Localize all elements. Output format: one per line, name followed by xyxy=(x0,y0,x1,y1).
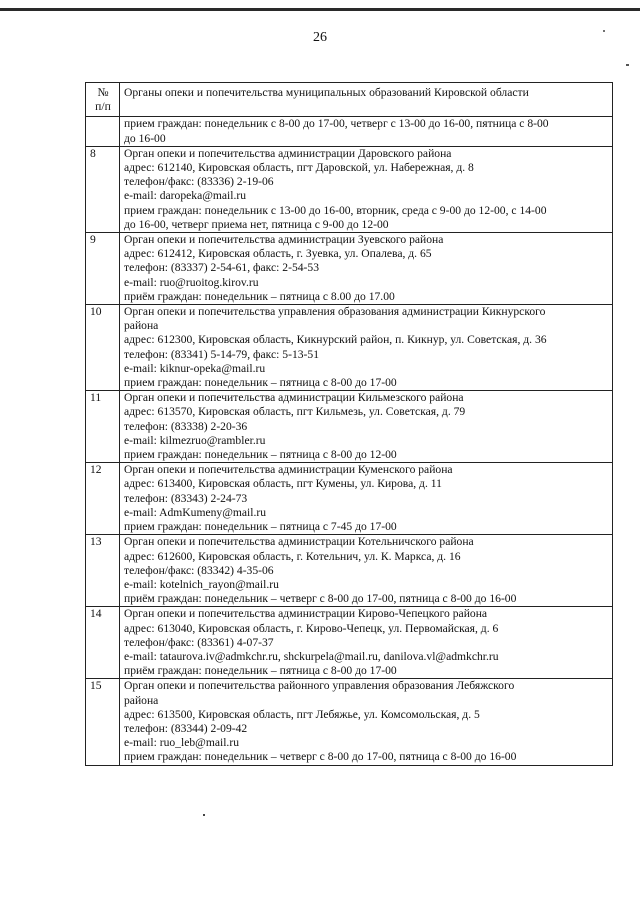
row-content xyxy=(120,305,613,391)
row-content xyxy=(120,679,613,765)
table-row xyxy=(86,463,613,535)
row-line: телефон: (83343) 2-24-73 xyxy=(124,491,248,505)
row-line: адрес: 613400, Кировская область, пгт Кумены, ул. Кирова, д. 11 xyxy=(124,477,442,491)
row-line: прием граждан: понедельник с 8-00 до 17-00, четверг с 13-00 до 16-00, пятница с 8-00 xyxy=(124,117,549,131)
organ-name: Орган опеки и попечительства администрации Кирово-Чепецкого района xyxy=(124,607,488,621)
row-line: телефон: (83338) 2-20-36 xyxy=(124,419,248,433)
row-number: 9 xyxy=(86,233,120,305)
row-line: прием граждан: понедельник с 13-00 до 16-00, вторник, среда с 9-00 до 12-00, с 14-00 xyxy=(124,203,547,217)
row-line: прием граждан: понедельник – пятница с 7-45 до 17-00 xyxy=(124,520,397,534)
scan-speck xyxy=(603,30,605,32)
table-row-continuation xyxy=(86,117,613,146)
row-line: e-mail: kilmezruo@rambler.ru xyxy=(124,433,266,447)
row-number: 11 xyxy=(86,391,120,463)
row-content xyxy=(120,535,613,607)
row-line: e-mail: daropeka@mail.ru xyxy=(124,189,247,203)
row-content xyxy=(120,463,613,535)
row-line: e-mail: ruo@ruoitog.kirov.ru xyxy=(124,275,259,289)
row-number: 13 xyxy=(86,535,120,607)
row-line: телефон/факс: (83342) 4-35-06 xyxy=(124,563,274,577)
row-line: приём граждан: понедельник – пятница с 8-00 до 17-00 xyxy=(124,664,397,678)
table-row xyxy=(86,146,613,232)
row-number xyxy=(86,117,120,146)
row-line: до 16-00 xyxy=(124,131,166,145)
row-line: телефон/факс: (83361) 4-07-37 xyxy=(124,635,274,649)
row-line: адрес: 612600, Кировская область, г. Котельнич, ул. К. Маркса, д. 16 xyxy=(124,549,461,563)
row-line: адрес: 612412, Кировская область, г. Зуевка, ул. Опалева, д. 65 xyxy=(124,247,432,261)
table-header-row xyxy=(86,83,613,117)
row-line: e-mail: kotelnich_rayon@mail.ru xyxy=(124,577,279,591)
row-content xyxy=(120,146,613,232)
row-number: 14 xyxy=(86,607,120,679)
organ-name: Орган опеки и попечительства администрации Зуевского района xyxy=(124,233,444,247)
row-line: телефон/факс: (83336) 2-19-06 xyxy=(124,175,274,189)
organ-name: Орган опеки и попечительства администрации Даровского района xyxy=(124,146,452,160)
organ-name: Орган опеки и попечительства администрации Котельничского района xyxy=(124,535,474,549)
row-content xyxy=(120,607,613,679)
row-line: адрес: 613500, Кировская область, пгт Лебяжье, ул. Комсомольская, д. 5 xyxy=(124,707,480,721)
row-line: e-mail: tataurova.iv@admkchr.ru, shckurpela@mail.ru, danilova.vl@admkchr.ru xyxy=(124,649,499,663)
scan-speck xyxy=(203,814,205,816)
row-line: адрес: 612300, Кировская область, Кикнурский район, п. Кикнур, ул. Советская, д. 36 xyxy=(124,333,547,347)
row-line: телефон: (83344) 2-09-42 xyxy=(124,721,248,735)
column-header-number: № п/п xyxy=(86,83,120,117)
table-row xyxy=(86,535,613,607)
table-row xyxy=(86,679,613,765)
row-line: адрес: 613040, Кировская область, г. Кирово-Чепецк, ул. Первомайская, д. 6 xyxy=(124,621,499,635)
row-number: 15 xyxy=(86,679,120,765)
row-line: прием граждан: понедельник – пятница с 8-00 до 12-00 xyxy=(124,448,397,462)
organ-name: Орган опеки и попечительства районного управления образования Лебяжского xyxy=(124,679,515,693)
row-content xyxy=(120,233,613,305)
row-content xyxy=(120,391,613,463)
row-line: прием граждан: понедельник – пятница с 8-00 до 17-00 xyxy=(124,376,397,390)
row-line: телефон: (83337) 2-54-61, факс: 2-54-53 xyxy=(124,261,319,275)
column-header-title: Органы опеки и попечительства муниципальных образований Кировской области xyxy=(120,83,613,117)
row-line: e-mail: AdmKumeny@mail.ru xyxy=(124,505,267,519)
row-line: адрес: 612140, Кировская область, пгт Даровской, ул. Набережная, д. 8 xyxy=(124,161,474,175)
row-line: приём граждан: понедельник – пятница с 8.00 до 17.00 xyxy=(124,289,395,303)
row-number: 10 xyxy=(86,305,120,391)
row-line: телефон: (83341) 5-14-79, факс: 5-13-51 xyxy=(124,347,319,361)
page-number: 26 xyxy=(313,30,327,45)
row-line: приём граждан: понедельник – четверг с 8-00 до 17-00, пятница с 8-00 до 16-00 xyxy=(124,592,517,606)
guardianship-table xyxy=(85,82,613,766)
row-line: e-mail: ruo_leb@mail.ru xyxy=(124,736,239,750)
organ-name: Орган опеки и попечительства администрации Кильмезского района xyxy=(124,391,464,405)
row-number: 8 xyxy=(86,146,120,232)
row-line: прием граждан: понедельник – четверг с 8-00 до 17-00, пятница с 8-00 до 16-00 xyxy=(124,750,517,764)
table-row xyxy=(86,607,613,679)
scan-speck xyxy=(626,64,629,66)
table-row xyxy=(86,233,613,305)
row-number: 12 xyxy=(86,463,120,535)
row-line: района xyxy=(124,319,159,333)
row-line: адрес: 613570, Кировская область, пгт Кильмезь, ул. Советская, д. 79 xyxy=(124,405,466,419)
row-line: e-mail: kiknur-opeka@mail.ru xyxy=(124,361,266,375)
organ-name: Орган опеки и попечительства администрации Куменского района xyxy=(124,463,453,477)
row-content xyxy=(120,117,613,146)
row-line: района xyxy=(124,693,159,707)
table-row xyxy=(86,305,613,391)
organ-name: Орган опеки и попечительства управления образования администрации Кикнурского xyxy=(124,305,546,319)
table-row xyxy=(86,391,613,463)
top-rule xyxy=(0,8,640,11)
row-line: до 16-00, четверг приема нет, пятница с 9-00 до 12-00 xyxy=(124,217,389,231)
